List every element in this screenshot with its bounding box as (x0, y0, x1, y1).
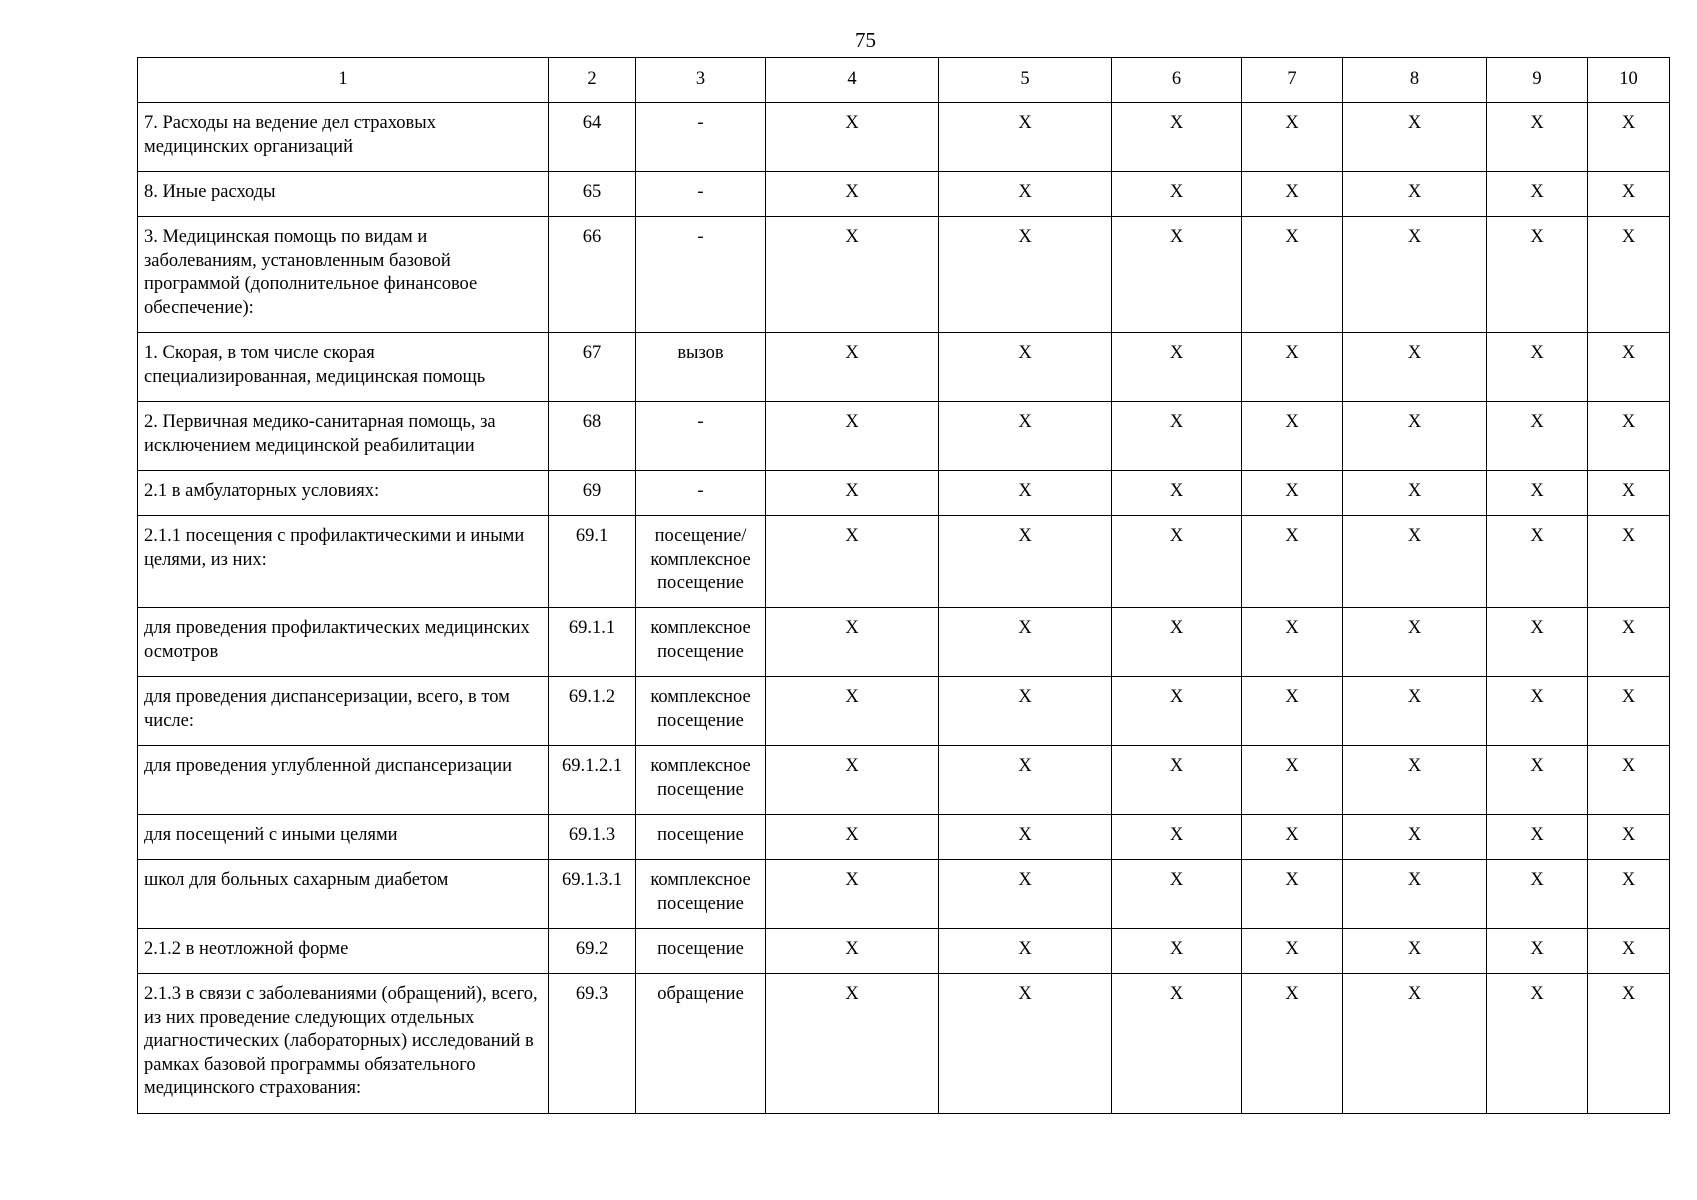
row-value-cell: X (1343, 860, 1487, 929)
row-value-cell: X (1242, 333, 1343, 402)
table-row (138, 974, 1670, 1114)
column-header: 6 (1112, 58, 1242, 103)
row-value-cell: X (939, 516, 1112, 608)
row-unit-cell: посещение (636, 815, 766, 860)
row-unit-cell: комплексное посещение (636, 746, 766, 815)
row-value-cell: X (1588, 217, 1670, 333)
row-value-cell: X (1242, 815, 1343, 860)
row-value-cell: X (1487, 402, 1588, 471)
table-row (138, 217, 1670, 333)
row-value-cell: X (1343, 471, 1487, 516)
row-name-cell: 8. Иные расходы (138, 172, 549, 217)
row-name-cell: для посещений с иными целями (138, 815, 549, 860)
row-value-cell: X (939, 860, 1112, 929)
column-header: 8 (1343, 58, 1487, 103)
row-value-cell: X (1242, 974, 1343, 1114)
row-value-cell: X (1487, 860, 1588, 929)
row-value-cell: X (1343, 974, 1487, 1114)
row-code-cell: 69.1.2.1 (549, 746, 636, 815)
row-name-cell: 1. Скорая, в том числе скорая специализированная, медицинская помощь (138, 333, 549, 402)
row-value-cell: X (1343, 217, 1487, 333)
column-header: 4 (766, 58, 939, 103)
row-value-cell: X (766, 333, 939, 402)
row-code-cell: 66 (549, 217, 636, 333)
table-row (138, 860, 1670, 929)
row-value-cell: X (1588, 471, 1670, 516)
row-value-cell: X (939, 746, 1112, 815)
row-name-cell: 3. Медицинская помощь по видам и заболеваниям, установленным базовой программой (дополнительное финансовое обеспечение): (138, 217, 549, 333)
row-value-cell: X (1242, 402, 1343, 471)
column-header: 2 (549, 58, 636, 103)
row-value-cell: X (1242, 172, 1343, 217)
row-name-cell: 7. Расходы на ведение дел страховых медицинских организаций (138, 103, 549, 172)
table-row (138, 677, 1670, 746)
row-name-cell: школ для больных сахарным диабетом (138, 860, 549, 929)
row-name-cell: 2.1 в амбулаторных условиях: (138, 471, 549, 516)
row-value-cell: X (1588, 516, 1670, 608)
row-code-cell: 69.1.1 (549, 608, 636, 677)
row-code-cell: 69 (549, 471, 636, 516)
row-unit-cell: - (636, 172, 766, 217)
row-value-cell: X (1112, 402, 1242, 471)
row-value-cell: X (939, 974, 1112, 1114)
row-value-cell: X (1343, 516, 1487, 608)
row-value-cell: X (1487, 677, 1588, 746)
row-value-cell: X (939, 677, 1112, 746)
row-value-cell: X (1343, 172, 1487, 217)
row-value-cell: X (1242, 608, 1343, 677)
row-code-cell: 67 (549, 333, 636, 402)
row-value-cell: X (1242, 103, 1343, 172)
row-value-cell: X (1588, 608, 1670, 677)
row-name-cell: 2. Первичная медико-санитарная помощь, за исключением медицинской реабилитации (138, 402, 549, 471)
row-value-cell: X (1242, 677, 1343, 746)
row-value-cell: X (766, 103, 939, 172)
row-unit-cell: - (636, 402, 766, 471)
row-value-cell: X (766, 402, 939, 471)
row-code-cell: 65 (549, 172, 636, 217)
row-value-cell: X (1487, 172, 1588, 217)
row-value-cell: X (1112, 929, 1242, 974)
row-value-cell: X (1588, 815, 1670, 860)
row-value-cell: X (1112, 217, 1242, 333)
row-code-cell: 68 (549, 402, 636, 471)
row-name-cell: для проведения профилактических медицинских осмотров (138, 608, 549, 677)
header-row (138, 58, 1670, 103)
row-value-cell: X (1588, 677, 1670, 746)
row-code-cell: 69.1.2 (549, 677, 636, 746)
row-unit-cell: - (636, 471, 766, 516)
row-value-cell: X (1487, 471, 1588, 516)
row-value-cell: X (766, 974, 939, 1114)
column-header: 7 (1242, 58, 1343, 103)
row-value-cell: X (1343, 929, 1487, 974)
table-row (138, 333, 1670, 402)
row-value-cell: X (1112, 746, 1242, 815)
row-value-cell: X (1588, 172, 1670, 217)
table-row (138, 746, 1670, 815)
row-value-cell: X (939, 471, 1112, 516)
table-row (138, 608, 1670, 677)
row-code-cell: 69.1.3.1 (549, 860, 636, 929)
row-name-cell: для проведения углубленной диспансеризации (138, 746, 549, 815)
row-name-cell: 2.1.2 в неотложной форме (138, 929, 549, 974)
row-value-cell: X (1343, 608, 1487, 677)
row-value-cell: X (939, 815, 1112, 860)
row-unit-cell: комплексное посещение (636, 860, 766, 929)
row-unit-cell: комплексное посещение (636, 677, 766, 746)
row-value-cell: X (766, 677, 939, 746)
row-value-cell: X (1487, 333, 1588, 402)
row-value-cell: X (939, 402, 1112, 471)
row-value-cell: X (1343, 677, 1487, 746)
row-value-cell: X (1588, 860, 1670, 929)
row-value-cell: X (1343, 103, 1487, 172)
row-code-cell: 69.3 (549, 974, 636, 1114)
column-header: 5 (939, 58, 1112, 103)
row-code-cell: 69.1.3 (549, 815, 636, 860)
row-unit-cell: обращение (636, 974, 766, 1114)
row-value-cell: X (1343, 746, 1487, 815)
row-value-cell: X (1487, 608, 1588, 677)
row-value-cell: X (1487, 929, 1588, 974)
row-unit-cell: вызов (636, 333, 766, 402)
table-row (138, 103, 1670, 172)
row-value-cell: X (1112, 103, 1242, 172)
table-body (138, 103, 1670, 1114)
row-value-cell: X (766, 746, 939, 815)
row-value-cell: X (1343, 402, 1487, 471)
column-header: 10 (1588, 58, 1670, 103)
row-value-cell: X (1487, 217, 1588, 333)
data-table (137, 57, 1670, 1114)
table-row (138, 929, 1670, 974)
row-value-cell: X (1112, 608, 1242, 677)
row-value-cell: X (939, 103, 1112, 172)
row-value-cell: X (1343, 815, 1487, 860)
row-value-cell: X (1242, 746, 1343, 815)
row-value-cell: X (1112, 974, 1242, 1114)
table-row (138, 402, 1670, 471)
row-value-cell: X (1487, 516, 1588, 608)
row-value-cell: X (1588, 402, 1670, 471)
row-unit-cell: - (636, 217, 766, 333)
row-name-cell: 2.1.1 посещения с профилактическими и иными целями, из них: (138, 516, 549, 608)
row-name-cell: для проведения диспансеризации, всего, в том числе: (138, 677, 549, 746)
row-value-cell: X (766, 860, 939, 929)
row-value-cell: X (1112, 860, 1242, 929)
row-value-cell: X (766, 471, 939, 516)
row-value-cell: X (1112, 516, 1242, 608)
table-row (138, 172, 1670, 217)
row-value-cell: X (1112, 815, 1242, 860)
column-header: 3 (636, 58, 766, 103)
row-value-cell: X (1112, 677, 1242, 746)
row-value-cell: X (766, 929, 939, 974)
row-unit-cell: посещение/ комплексное посещение (636, 516, 766, 608)
row-value-cell: X (1588, 746, 1670, 815)
row-code-cell: 69.2 (549, 929, 636, 974)
page-number: 75 (855, 28, 876, 52)
row-value-cell: X (1242, 217, 1343, 333)
row-unit-cell: посещение (636, 929, 766, 974)
row-value-cell: X (1487, 974, 1588, 1114)
column-header: 1 (138, 58, 549, 103)
row-value-cell: X (1588, 333, 1670, 402)
row-value-cell: X (766, 516, 939, 608)
row-value-cell: X (1588, 929, 1670, 974)
row-value-cell: X (1242, 471, 1343, 516)
row-value-cell: X (1588, 974, 1670, 1114)
table-row (138, 815, 1670, 860)
row-value-cell: X (1242, 929, 1343, 974)
row-value-cell: X (1242, 516, 1343, 608)
row-value-cell: X (1112, 172, 1242, 217)
row-value-cell: X (766, 608, 939, 677)
column-header: 9 (1487, 58, 1588, 103)
row-unit-cell: комплексное посещение (636, 608, 766, 677)
row-value-cell: X (766, 815, 939, 860)
row-value-cell: X (1487, 815, 1588, 860)
row-value-cell: X (939, 608, 1112, 677)
row-value-cell: X (766, 217, 939, 333)
row-name-cell: 2.1.3 в связи с заболеваниями (обращений), всего, из них проведение следующих отдельных диагностических (лабораторных) исследований в рамках базовой программы обязательного медицинского страхования: (138, 974, 549, 1114)
row-value-cell: X (1242, 860, 1343, 929)
row-unit-cell: - (636, 103, 766, 172)
row-code-cell: 64 (549, 103, 636, 172)
row-value-cell: X (1112, 471, 1242, 516)
table-row (138, 471, 1670, 516)
row-code-cell: 69.1 (549, 516, 636, 608)
row-value-cell: X (939, 172, 1112, 217)
row-value-cell: X (1588, 103, 1670, 172)
row-value-cell: X (1343, 333, 1487, 402)
table-row (138, 516, 1670, 608)
row-value-cell: X (766, 172, 939, 217)
row-value-cell: X (939, 929, 1112, 974)
row-value-cell: X (939, 217, 1112, 333)
row-value-cell: X (1487, 103, 1588, 172)
row-value-cell: X (1112, 333, 1242, 402)
row-value-cell: X (939, 333, 1112, 402)
row-value-cell: X (1487, 746, 1588, 815)
